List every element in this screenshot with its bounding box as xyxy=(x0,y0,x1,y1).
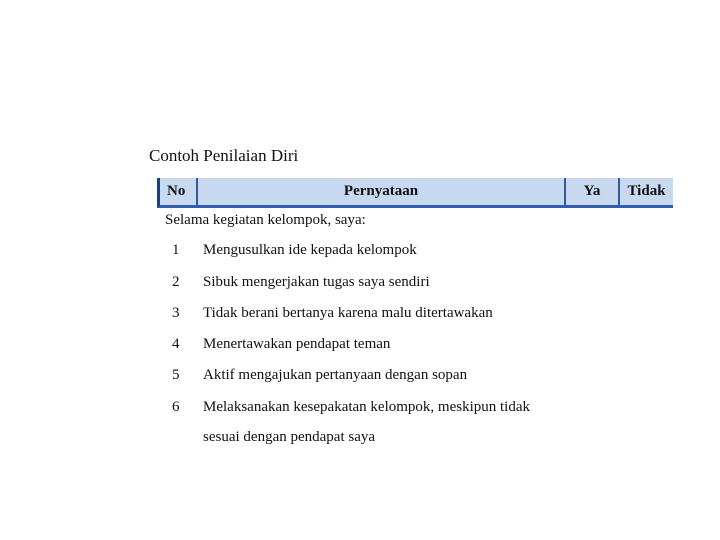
group-label: Selama kegiatan kelompok, saya: xyxy=(165,212,366,228)
header-no: No xyxy=(160,178,198,205)
row-number: 5 xyxy=(172,367,180,383)
row-number: 6 xyxy=(172,399,180,415)
header-tidak: Tidak xyxy=(627,183,666,199)
row-statement: Melaksanakan kesepakatan kelompok, meskipun tidak xyxy=(203,399,530,415)
row-statement: Menertawakan pendapat teman xyxy=(203,336,391,352)
row-number: 1 xyxy=(172,242,180,258)
row-statement: Aktif mengajukan pertanyaan dengan sopan xyxy=(203,367,468,383)
row-statement: Tidak berani bertanya karena malu ditertawakan xyxy=(203,305,493,321)
page-title: Contoh Penilaian Diri xyxy=(149,146,299,165)
row-statement: Sibuk mengerjakan tugas saya sendiri xyxy=(203,274,430,290)
row-statement-continuation: sesuai dengan pendapat saya xyxy=(203,429,376,445)
row-statement: Mengusulkan ide kepada kelompok xyxy=(203,242,417,258)
table-header xyxy=(157,178,673,208)
row-number: 4 xyxy=(172,336,180,352)
header-ya: Ya xyxy=(566,178,620,205)
row-number: 3 xyxy=(172,305,180,321)
header-pernyataan: Pernyataan xyxy=(198,178,566,205)
row-number: 2 xyxy=(172,274,180,290)
